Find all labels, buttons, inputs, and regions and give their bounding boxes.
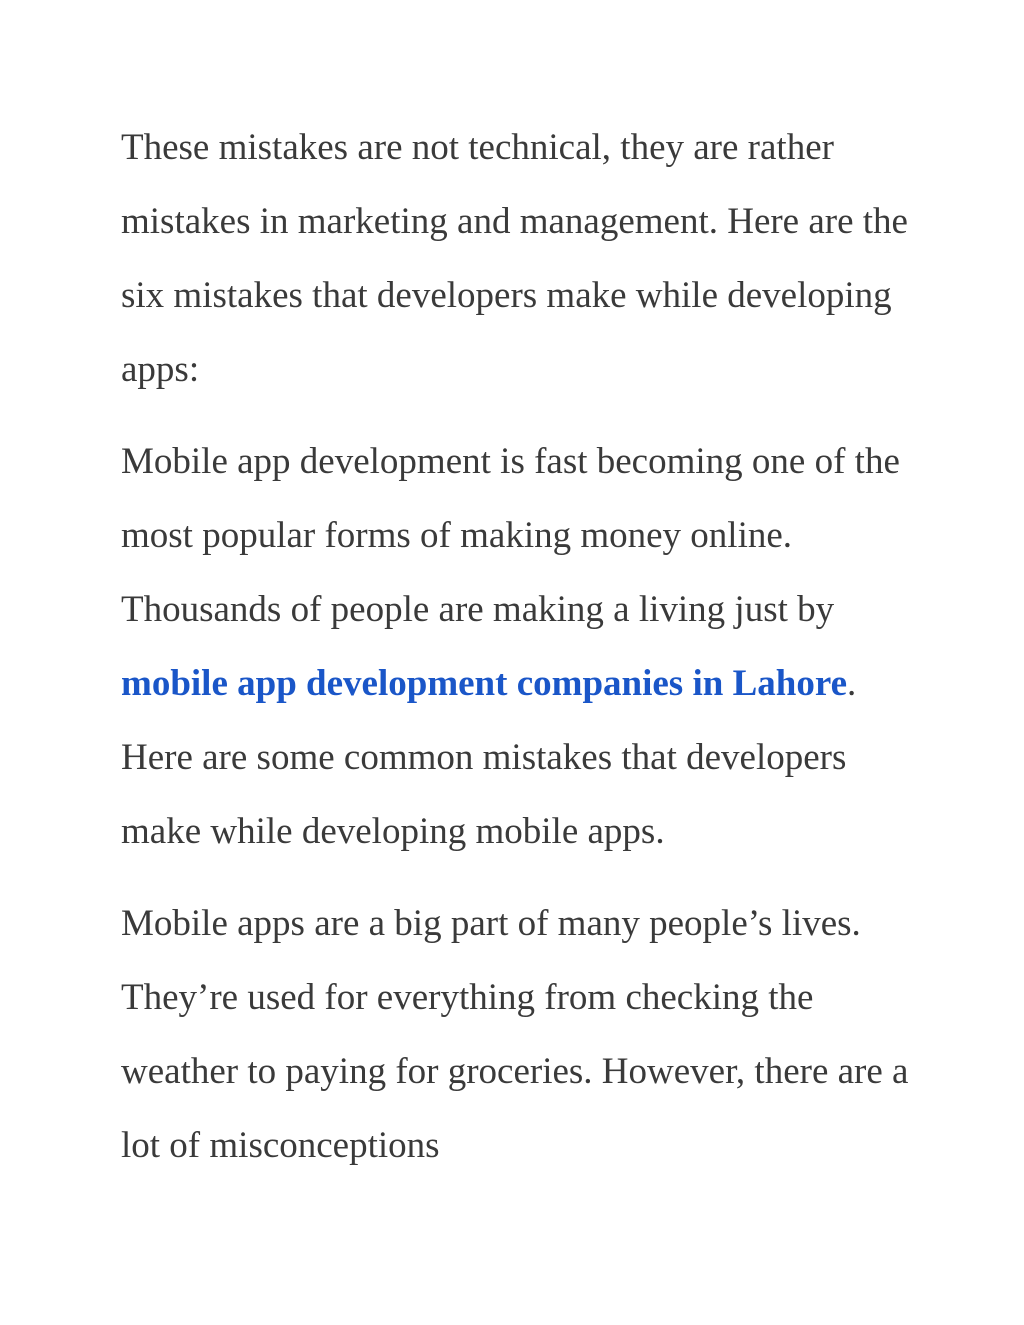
document-body [121, 111, 911, 1201]
paragraph-intro: These mistakes are not technical, they are rather mistakes in marketing and management. Here are the six mistakes that developers make while developing apps: [121, 127, 908, 390]
paragraph-mobile-dev-lead: Mobile app development is fast becoming one of the most popular forms of making money online. Thousands of people are making a living just by [121, 441, 900, 630]
paragraph-misconceptions: Mobile apps are a big part of many people’s lives. They’re used for everything from checking the weather to paying for groceries. However, there are a lot of misconceptions [121, 903, 909, 1166]
paragraph-mobile-dev [121, 425, 911, 869]
lahore-companies-link[interactable]: mobile app development companies in Lahore [121, 663, 847, 704]
paragraph-mobile-dev-tail: . Here are some common mistakes that developers make while developing mobile apps. [121, 663, 857, 852]
